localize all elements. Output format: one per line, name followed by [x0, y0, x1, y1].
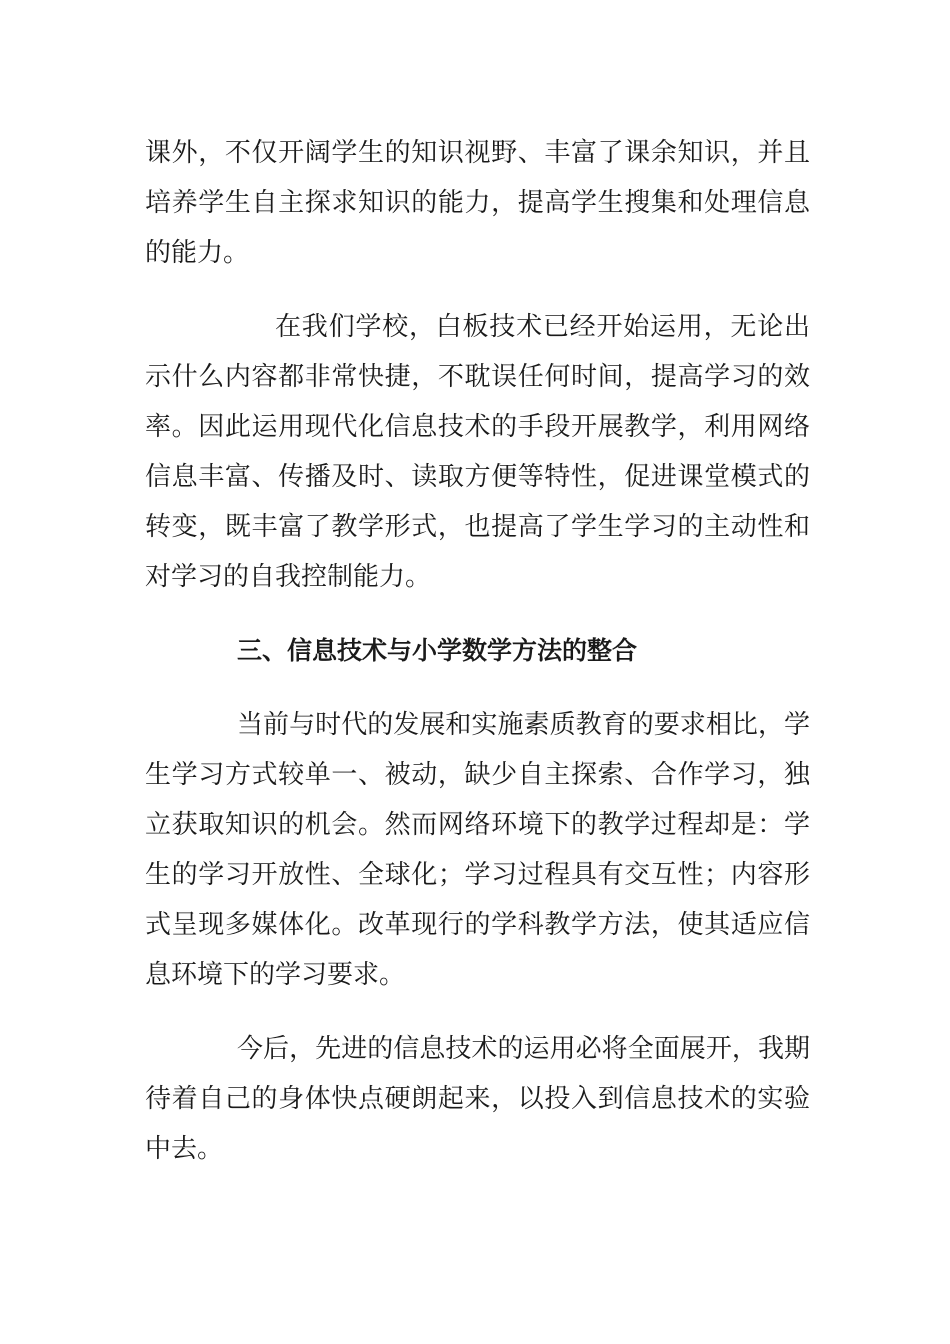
paragraph-learning-methods: 当前与时代的发展和实施素质教育的要求相比，学生学习方式较单一、被动，缺少自主探索、合作学习，独立获取知识的机会。然而网络环境下的教学过程却是：学生的学习开放性、全球化；学习过程具有交互性；内容形式呈现多媒体化。改革现行的学科教学方法，使其适应信息环境下的学习要求。	[145, 710, 810, 990]
paragraph-conclusion: 今后，先进的信息技术的运用必将全面展开，我期待着自己的身体快点硬朗起来，以投入到信息技术的实验中去。	[145, 1034, 810, 1164]
paragraph-continuation: 课外，不仅开阔学生的知识视野、丰富了课余知识，并且培养学生自主探求知识的能力，提高学生搜集和处理信息的能力。	[145, 138, 810, 268]
section-heading: 三、信息技术与小学数学方法的整合	[237, 636, 638, 665]
document-page	[145, 128, 810, 1198]
paragraph-whiteboard: 在我们学校，白板技术已经开始运用，无论出示什么内容都非常快捷，不耽误任何时间，提高学习的效率。因此运用现代化信息技术的手段开展教学，利用网络信息丰富、传播及时、读取方便等特性，促进课堂模式的转变，既丰富了教学形式，也提高了学生学习的主动性和对学习的自我控制能力。	[145, 312, 810, 592]
